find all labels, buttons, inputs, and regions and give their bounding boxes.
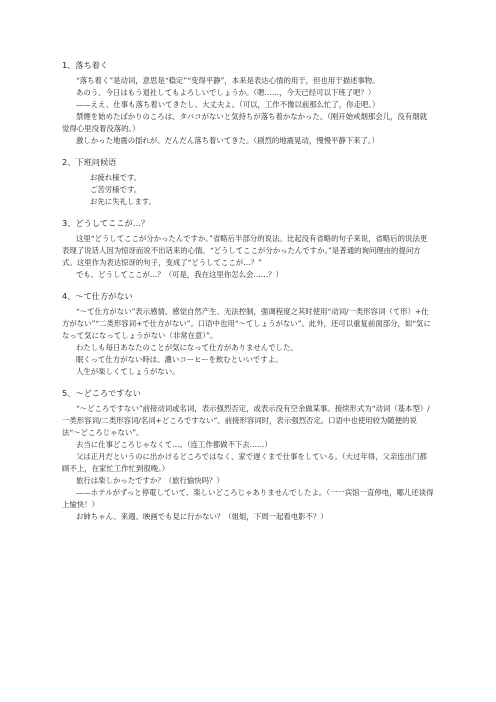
paragraph: ——ええ、仕事も落ち着いてきたし、大丈夫よ。（可以，工作不像以前那么忙了，你走吧。） bbox=[76, 100, 380, 109]
paragraph: 父は正月だというのに出かけるどころではなく、家で遅くまで仕事をしている。（大过年得，父亲连出门都顾不上，在家忙工作忙到很晚。） bbox=[62, 452, 427, 473]
paragraph: わたしも毎日あなたのことが気になって仕方がありませんでした。 bbox=[76, 343, 298, 352]
paragraph: お姉ちゃん、来週、映画でも見に行かない？（姐姐，下周一起看电影不？） bbox=[76, 512, 328, 521]
paragraph: “～どころですない”前接动词或名词，表示强烈否定，或表示没有空余做某事。接续形式为“动词（基本型）/一类形容词/二类形容词/名词+どころですない”。前接形容词时，表示强烈否定。口语中也使用较为随便的说法“～どころじゃない”。 bbox=[62, 404, 430, 437]
paragraph: 眠くって仕方がない時は、濃いコーヒーを飲むといいですよ。 bbox=[76, 355, 283, 364]
paragraph: 这里“どうしてここが分かったんですか。”省略后半部分的说法。比起没有省略的句子来说，省略后的说法更表现了说话人因为惊讶而说不出话来的心情。“どうしてここが分かったんですか。”是普通的询问理由的提问方式。这里作为表达惊讶的句子，变成了“どうしてここが…？” bbox=[62, 234, 428, 267]
paragraph: “～て仕方がない”表示感情、感觉自然产生、无法控制，强调程度之其时使用“动词/一类形容词（て形）+仕方がない”“二类形容词+で仕方がない”。口语中也用“～てしょうがない”。此外，还可以重复前面部分，如“気になって気になってしょうがない（非常在意）”。 bbox=[62, 307, 431, 340]
paragraph: 旅行は楽しかったですか？（旅行愉快吗？） bbox=[76, 476, 224, 485]
paragraph: “落ち着く”是动词，意思是“稳定”“变得平静”，本来是表达心情的用于，但也用于描述事物。 bbox=[76, 76, 380, 85]
list-item: ご苦労様です。 bbox=[90, 185, 142, 194]
section-heading: 2、下班问候语 bbox=[62, 157, 117, 167]
document-page bbox=[62, 60, 434, 523]
paragraph: 禁煙を始めたばかりのころは、タバコがないと気持ちが落ち着かなかった。（刚开始戒烟那会儿，没有烟就觉得心里没着没落的。） bbox=[62, 112, 427, 133]
section-heading: 3、どうしてここが…？ bbox=[62, 218, 150, 228]
paragraph: ——ホテルがずっと停電していて、楽しいどころじゃありませんでしたよ。（一一宾馆一直停电，哪儿还谈得上愉快！） bbox=[62, 488, 434, 509]
paragraph: 人生が楽しくてしょうがない。 bbox=[76, 367, 180, 376]
paragraph: あのう、今日はもう退社してもよろしいでしょうか。（嗯……，今天已经可以下班了吧？） bbox=[76, 88, 376, 97]
paragraph: でも、どうしてここが…？（可是，我在这里你怎么会……？） bbox=[76, 270, 283, 279]
section-heading: 4、～て仕方がない bbox=[62, 291, 133, 301]
paragraph: 去当に仕事どころじゃなくて…。（连工作都做不下去……） bbox=[76, 440, 272, 449]
list-item: お先に失礼します。 bbox=[90, 197, 156, 206]
list-item: お疲れ様です。 bbox=[90, 173, 142, 182]
paragraph: 激しかった地震の揺れが、だんだん落ち着いてきた。（剧烈的地震晃动，慢慢平静下来了。） bbox=[76, 136, 380, 145]
section-heading: 5、～どころですない bbox=[62, 388, 141, 398]
section-heading: 1、落ち着く bbox=[62, 60, 109, 70]
